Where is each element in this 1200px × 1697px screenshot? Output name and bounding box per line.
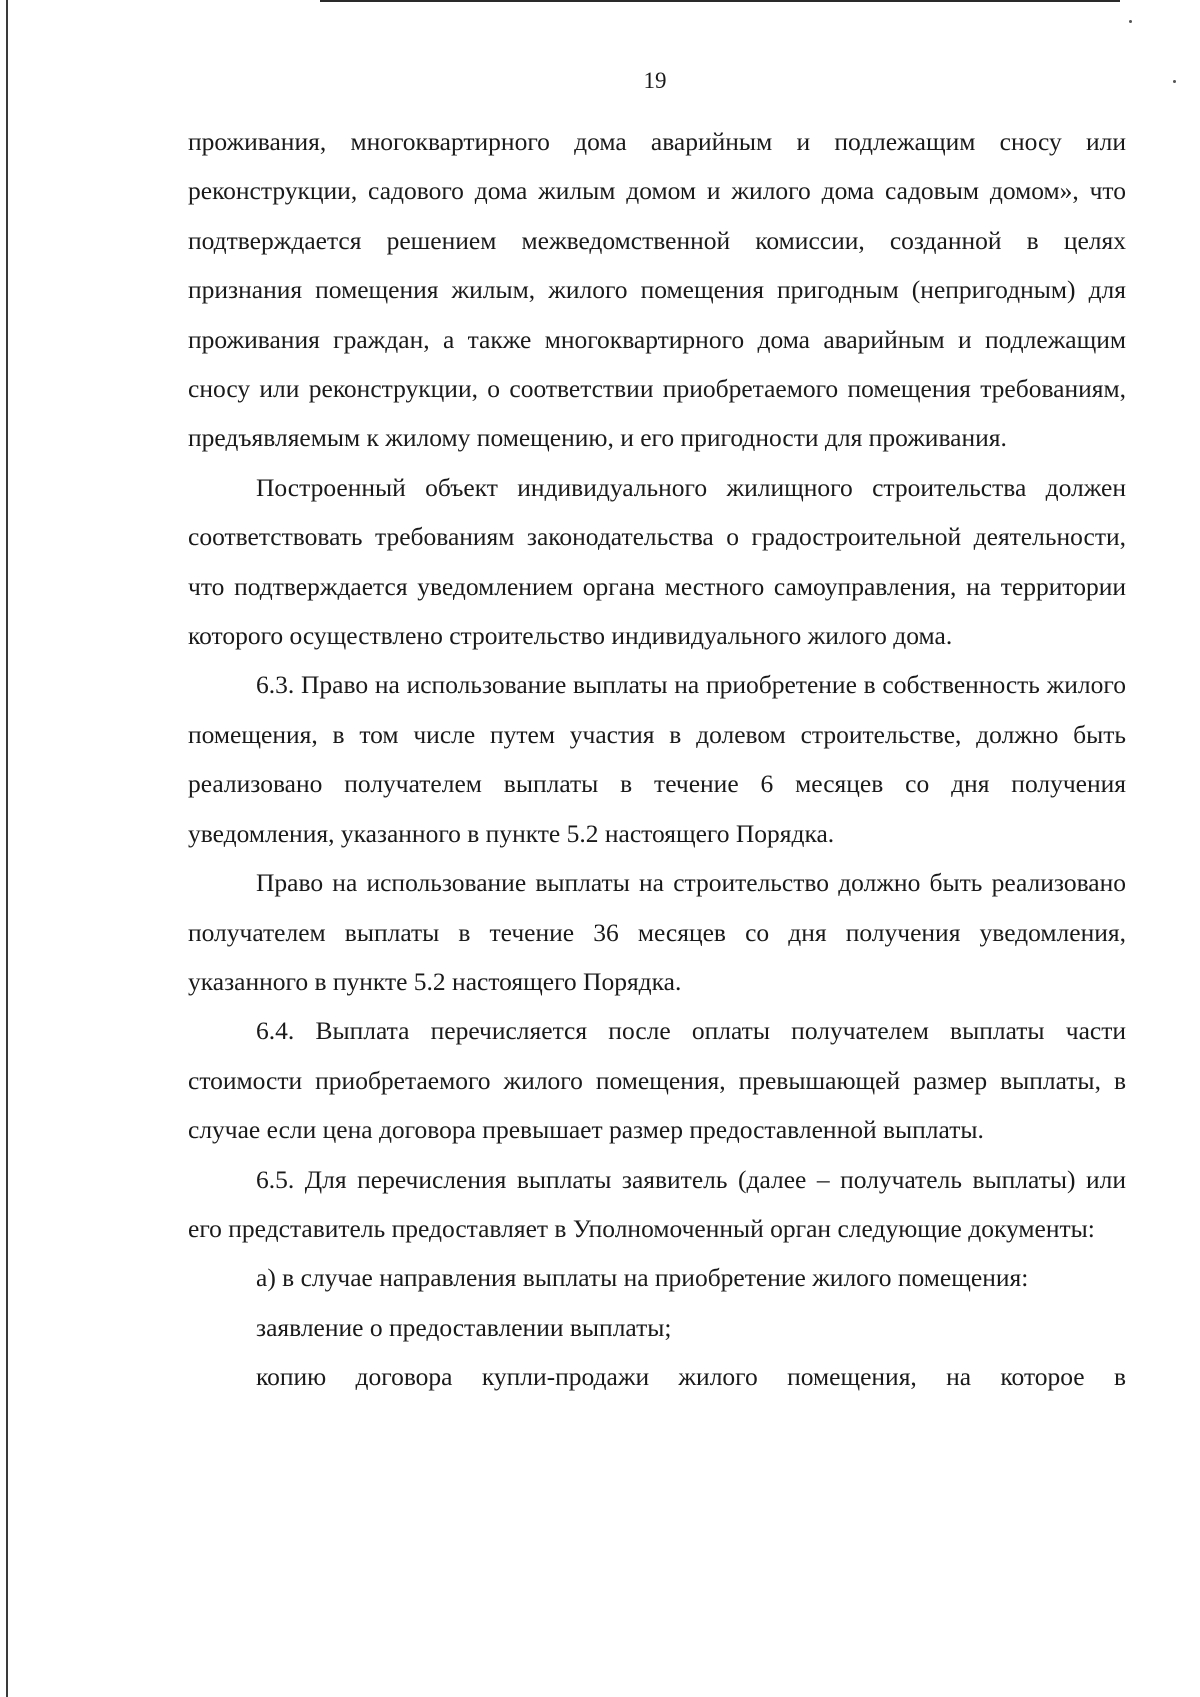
paragraph-6-5: 6.5. Для перечисления выплаты заявитель (далее – получатель выплаты) или его представитель предоставляет в Уполномоченный орган следующие документы: (188, 1164, 1126, 1243)
scan-speck (1129, 20, 1132, 23)
scan-top-edge (320, 0, 1120, 2)
paragraph: Право на использование выплаты на строительство должно быть реализовано получателем выплаты в течение 36 месяцев со дня получения уведомления, указанного в пункте 5.2 настоящего Порядка. (188, 868, 1126, 996)
paragraph-6-3: 6.3. Право на использование выплаты на приобретение в собственность жилого помещения, в том числе путем участия в долевом строительстве, должно быть реализовано получателем выплаты в течение 6 месяцев со дня получения уведомления, указанного в пункте 5.2 настоящего Порядка. (188, 670, 1126, 848)
paragraph: Построенный объект индивидуального жилищного строительства должен соответствовать требованиям законодательства о градостроительной деятельности, что подтверждается уведомлением органа местного самоуправления, на территории которого осуществлено строительство индивидуального жилого дома. (188, 472, 1126, 651)
page-number: 19 (643, 68, 667, 93)
list-item: копию договора купли-продажи жилого помещения, на которое в (256, 1362, 1126, 1392)
list-item: заявление о предоставлении выплаты; (256, 1312, 672, 1342)
scan-left-edge (6, 0, 8, 1697)
paragraph-6-4: 6.4. Выплата перечисляется после оплаты получателем выплаты части стоимости приобретаемого жилого помещения, превышающей размер выплаты, в случае если цена договора превышает размер предоставленной выплаты. (188, 1016, 1126, 1145)
document-body (188, 117, 1126, 1402)
paragraph: проживания, многоквартирного дома аварийным и подлежащим сносу или реконструкции, садового дома жилым домом и жилого дома садовым домом», что подтверждается решением межведомственной комиссии, созданной в целях признания помещения жилым, жилого помещения пригодным (непригодным) для проживания граждан, а также многоквартирного дома аварийным и подлежащим сносу или реконструкции, о соответствии приобретаемого помещения требованиям, предъявляемым к жилому помещению, и его пригодности для проживания. (188, 127, 1126, 453)
list-item-a: а) в случае направления выплаты на приобретение жилого помещения: (256, 1263, 1029, 1293)
